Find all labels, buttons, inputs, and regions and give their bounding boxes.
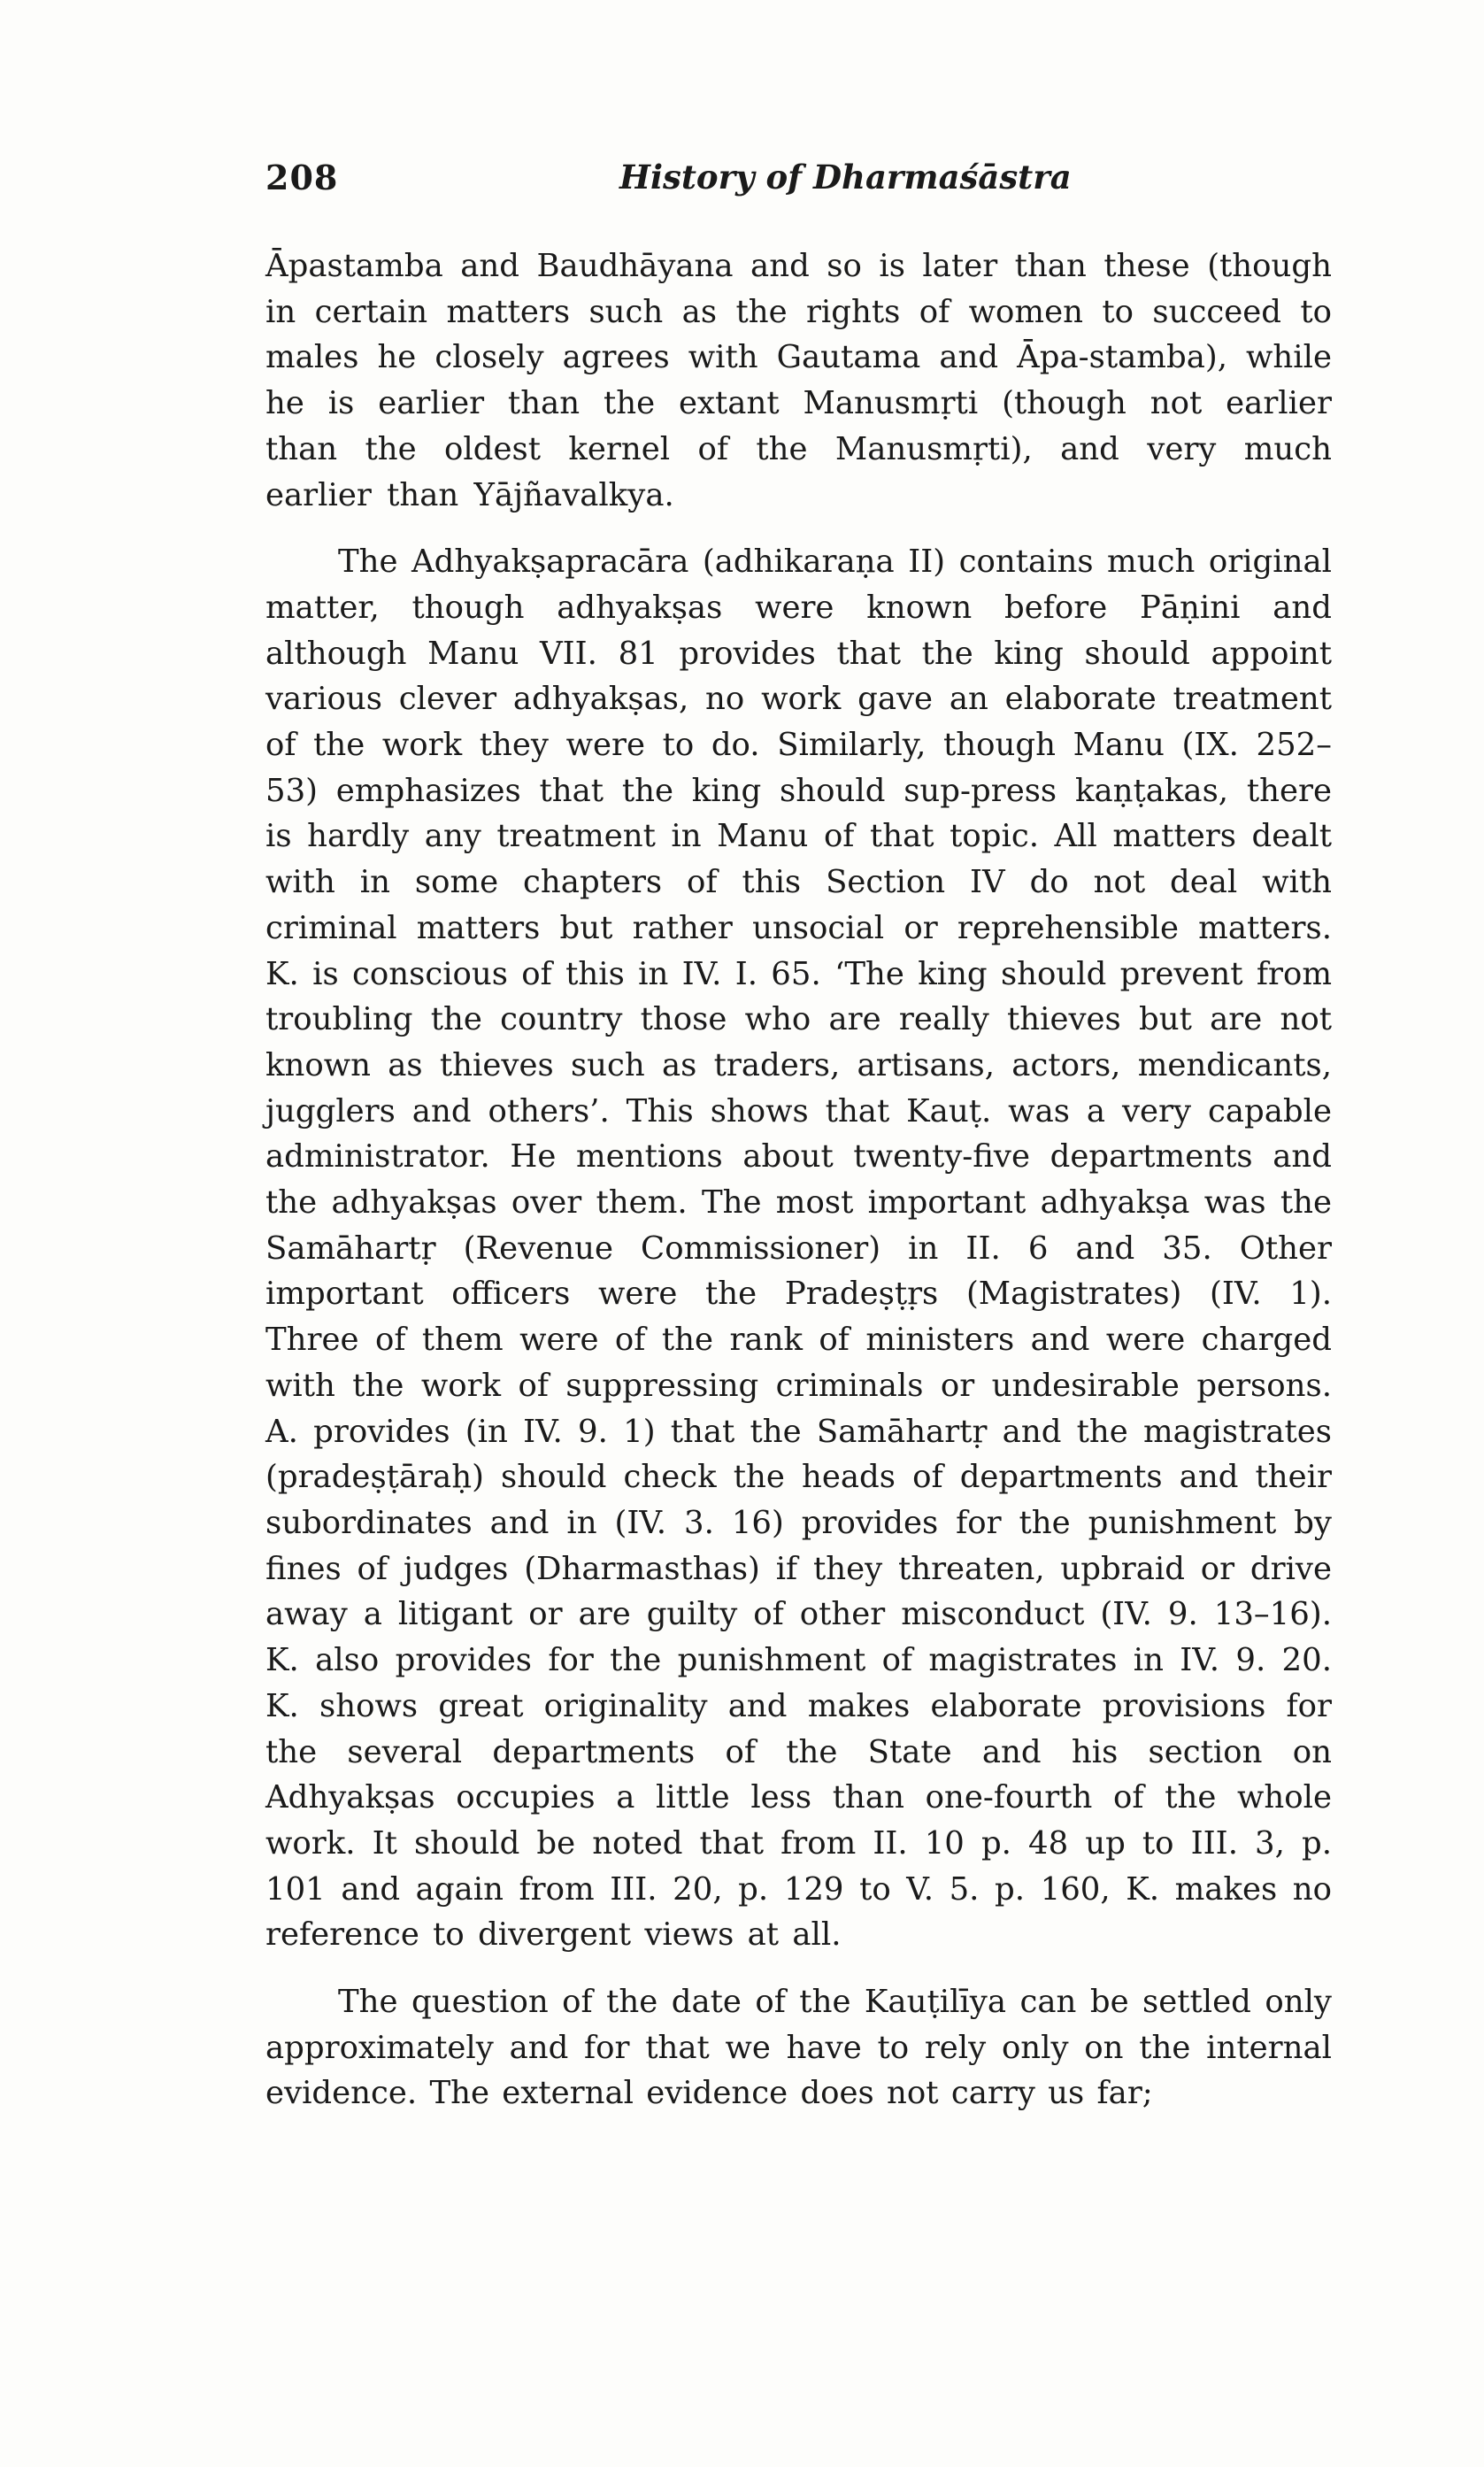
text-line: K. shows great originality and makes elaborate provisions [265,1687,1287,1724]
text-line: for the several departments of the State and his section on [265,1687,1332,1770]
text-line: thieves such as traders, artisans, actors, mendicants, jugglers [265,1046,1332,1129]
text-line: administrator. He mentions about twenty-five departments [265,1138,1273,1176]
text-line: (Dharmasthas) if they threaten, upbraid or drive away a [265,1550,1332,1633]
text-line: country those who are really thieves but are not known as [265,1001,1332,1083]
text-line: Other important officers were the Pradeṣṭṛs (Magistrates) [265,1230,1332,1313]
text-line: (IV. 3. 16) provides for the punishment by fines of judges [265,1504,1332,1587]
text-line: and others’. This shows that Kauṭ. was a very capable [411,1092,1332,1129]
paragraph-date-question [265,1979,1332,2116]
text-line: that topic. All matters dealt with in some chapters of this [265,818,1333,901]
text-line: and although Manu VII. 81 provides that the king should [265,589,1332,672]
text-line: III. 3, p. 101 and again from III. 20, p. 129 to V. 5. p. 160, [265,1824,1332,1908]
text-line: only approximately and for that we have to rely only on the [265,1984,1332,2066]
text-line: and very much earlier than Yājñavalkya. [265,430,1332,513]
paragraph-adhyaksapracara [265,539,1332,1958]
text-line: undesirable persons. A. provides (in IV. 9. 1) that the [265,1367,1332,1450]
text-line: appoint various clever adhyakṣas, no work gave an elaborate [265,635,1332,718]
text-line: stamba), while he is earlier than the extant Manusmṛti [265,339,1332,422]
text-line: K. makes no reference to divergent views at all. [265,1870,1332,1954]
text-line: original matter, though adhyakṣas were known before Pāṇini [265,544,1332,626]
text-line: internal evidence. The external evidence does not carry us far; [265,2029,1332,2112]
text-line: The Adhyakṣapracāra (adhikaraṇa II) contains much [338,544,1209,581]
text-line: treatment of the work they were to do. Similarly, though [265,681,1332,764]
text-line: press kaṇṭakas, there is hardly any treatment in Manu of [265,772,1332,855]
text-line: (IV. 1). Three of them were of the rank of ministers and [265,1276,1332,1359]
text-line: the heads of departments and their subordinates and in [265,1459,1332,1541]
text-line: was the Samāhartṛ (Revenue Commissioner) in II. 6 and 35. [265,1184,1332,1267]
page-number: 208 [265,158,339,197]
text-line: and the adhyakṣas over them. The most important adhyakṣa [265,1138,1332,1222]
text-line: Āpastamba and Baudhāyana and so is later than these [265,248,1208,284]
text-line: Section IV do not deal with criminal matters but rather [265,864,1333,946]
text-line: Adhyakṣas occupies a little less than one-fourth of the whole [265,1779,1332,1816]
text-line: succeed to males he closely agrees with Gautama and Āpa- [265,293,1332,376]
text-line: (though in certain matters such as the rights of women to [265,248,1332,330]
body-text [265,243,1332,2116]
text-line: work. It should be noted that from II. 10 p. 48 up to [265,1824,1191,1862]
page-header [265,158,1345,211]
text-line: Samāhartṛ and the magistrates (pradeṣṭāraḥ) should check [265,1413,1333,1496]
text-line: unsocial or reprehensible matters. K. is conscious of this in [265,909,1332,992]
text-line: IV. I. 65. ‘The king should prevent from troubling the [265,955,1332,1038]
paragraph-apastamba-comparison [265,243,1332,518]
text-line: also provides for the punishment of magistrates in IV. 9. 20. [315,1642,1332,1679]
text-line: (though not earlier than the oldest kernel of the Manusmṛti), [265,385,1332,467]
running-title: History of Dharmaśāstra [619,158,1072,197]
text-line: The question of the date of the Kauṭilīya can be settled [338,1984,1265,2021]
text-line: were charged with the work of suppressing criminals or [265,1322,1333,1404]
text-line: Manu (IX. 252–53) emphasizes that the king should sup- [265,727,1333,809]
text-line: litigant or are guilty of other misconduct (IV. 9. 13–16). K. [265,1596,1332,1679]
